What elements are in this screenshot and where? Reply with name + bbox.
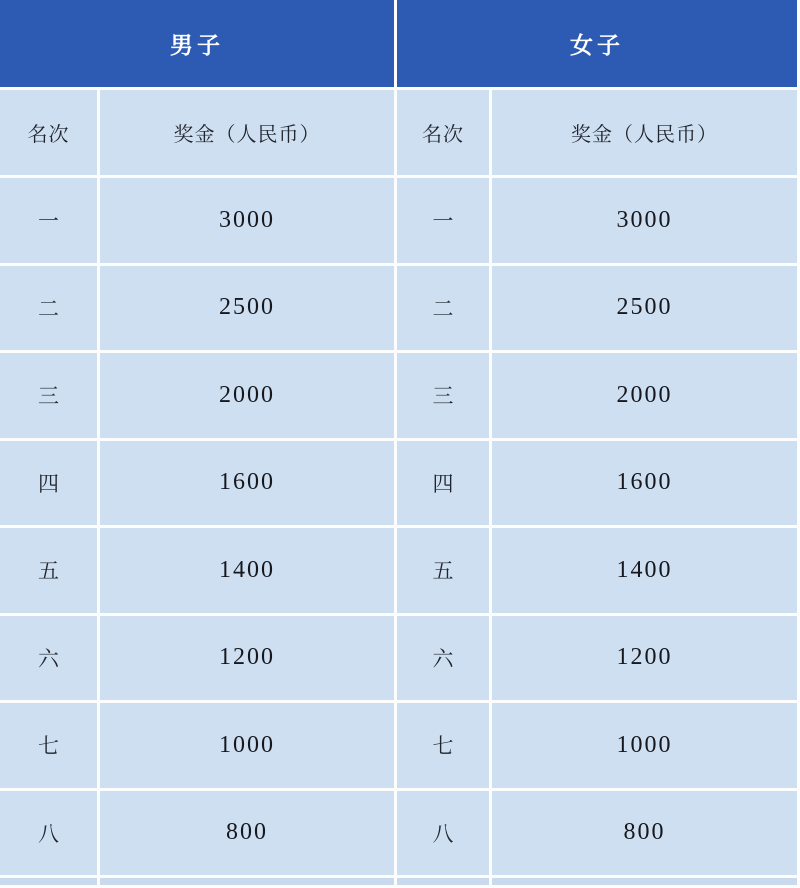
partial-row-cell <box>397 878 489 885</box>
men-table-title: 男子 <box>0 0 394 87</box>
prize-cell: 2500 <box>100 266 394 351</box>
prize-cell: 1200 <box>100 616 394 701</box>
rank-cell: 六 <box>0 616 97 701</box>
prize-cell: 1000 <box>492 703 797 788</box>
partial-row-cell <box>0 878 97 885</box>
prize-cell: 1600 <box>492 441 797 526</box>
rank-cell: 三 <box>0 353 97 438</box>
rank-cell: 一 <box>397 178 489 263</box>
rank-cell: 四 <box>397 441 489 526</box>
prize-cell: 800 <box>492 791 797 876</box>
women-table-title: 女子 <box>397 0 797 87</box>
prize-cell: 1200 <box>492 616 797 701</box>
prize-cell: 2000 <box>100 353 394 438</box>
rank-cell: 一 <box>0 178 97 263</box>
prize-cell: 800 <box>100 791 394 876</box>
prize-cell: 1400 <box>100 528 394 613</box>
table-section-men <box>0 0 394 888</box>
women-column-header-prize: 奖金（人民币） <box>492 90 797 175</box>
men-column-header-prize: 奖金（人民币） <box>100 90 394 175</box>
prize-cell: 1400 <box>492 528 797 613</box>
prize-cell: 1600 <box>100 441 394 526</box>
rank-cell: 七 <box>397 703 489 788</box>
rank-cell: 四 <box>0 441 97 526</box>
rank-cell: 七 <box>0 703 97 788</box>
women-column-header-rank: 名次 <box>397 90 489 175</box>
rank-cell: 五 <box>0 528 97 613</box>
rank-cell: 六 <box>397 616 489 701</box>
rank-cell: 二 <box>397 266 489 351</box>
men-column-header-rank: 名次 <box>0 90 97 175</box>
prize-cell: 2500 <box>492 266 797 351</box>
prize-cell: 3000 <box>100 178 394 263</box>
prize-cell: 3000 <box>492 178 797 263</box>
rank-cell: 三 <box>397 353 489 438</box>
partial-row-cell <box>100 878 394 885</box>
rank-cell: 八 <box>0 791 97 876</box>
table-section-women <box>397 0 797 888</box>
prize-cell: 2000 <box>492 353 797 438</box>
rank-cell: 二 <box>0 266 97 351</box>
partial-row-cell <box>492 878 797 885</box>
rank-cell: 八 <box>397 791 489 876</box>
rank-cell: 五 <box>397 528 489 613</box>
prize-cell: 1000 <box>100 703 394 788</box>
